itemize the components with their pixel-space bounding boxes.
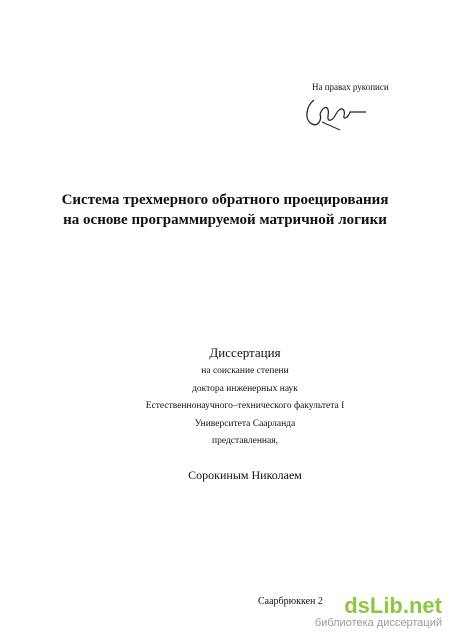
watermark-logo-text: dsLib.net bbox=[344, 593, 442, 618]
title-line-1: Система трехмерного обратного проецирования bbox=[61, 192, 389, 208]
handwritten-signature bbox=[300, 94, 370, 134]
degree-line: на соискание степени bbox=[201, 366, 289, 376]
city-line: Саарбрюккен 2 bbox=[258, 596, 323, 607]
degree-name-line: доктора инженерных наук bbox=[192, 383, 298, 394]
dissertation-heading: Диссертация bbox=[209, 345, 281, 360]
manuscript-note: На правах рукописи bbox=[312, 82, 389, 92]
title-line-2: на основе программируемой матричной логики bbox=[63, 212, 387, 228]
watermark-subtitle: библиотека диссертаций bbox=[314, 617, 442, 629]
dissertation-title bbox=[0, 190, 450, 230]
faculty-line: Естественнонаучного–технического факультета I bbox=[145, 401, 345, 411]
author-name: Сорокиным Николаем bbox=[188, 468, 302, 482]
university-line: Университета Саарланда bbox=[194, 418, 296, 429]
presented-line: представленная, bbox=[212, 436, 278, 446]
watermark-logo bbox=[315, 595, 442, 630]
dissertation-details bbox=[0, 363, 450, 451]
